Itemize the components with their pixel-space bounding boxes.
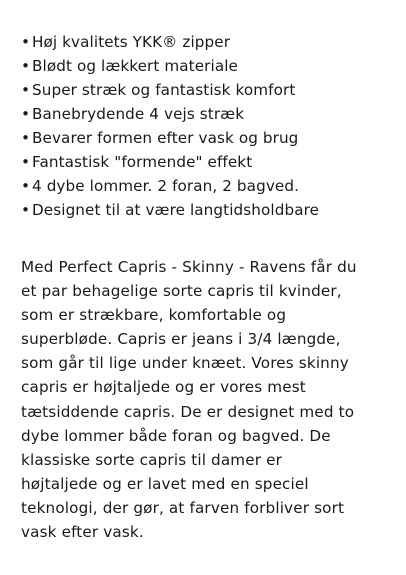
feature-text: Banebrydende 4 vejs stræk	[32, 105, 245, 123]
bullet: •	[21, 201, 31, 219]
bullet: •	[21, 129, 31, 147]
feature-list	[21, 30, 391, 222]
feature-item	[21, 198, 391, 222]
description-line: superbløde. Capris er jeans i 3/4 længde,	[21, 330, 341, 349]
bullet: •	[21, 81, 31, 99]
feature-item	[21, 174, 391, 198]
product-description-page	[21, 30, 391, 559]
feature-item	[21, 150, 391, 174]
description-line: teknologi, der gør, at farven forbliver sort	[21, 498, 345, 517]
description-line: højtaljede og er lavet med en speciel	[21, 474, 309, 493]
feature-text: Designet til at være langtidsholdbare	[32, 201, 320, 219]
description-line: som er strækbare, komfortable og	[21, 306, 287, 325]
bullet: •	[21, 177, 31, 195]
description-line: som går til lige under knæet. Vores skinny	[21, 354, 349, 373]
description-line: capris er højtaljede og er vores mest	[21, 378, 306, 397]
description-line: vask efter vask.	[21, 523, 144, 542]
bullet: •	[21, 33, 31, 51]
feature-item	[21, 54, 391, 78]
feature-text: Fantastisk "formende" effekt	[32, 153, 253, 171]
description-line: dybe lommer både foran og bagved. De	[21, 426, 331, 445]
feature-item	[21, 102, 391, 126]
description-line: et par behagelige sorte capris til kvinder,	[21, 282, 342, 301]
bullet: •	[21, 105, 31, 123]
bullet: •	[21, 153, 31, 171]
description-line: klassiske sorte capris til damer er	[21, 450, 282, 469]
feature-text: 4 dybe lommer. 2 foran, 2 bagved.	[32, 177, 300, 195]
bullet: •	[21, 57, 31, 75]
feature-item	[21, 30, 391, 54]
feature-text: Super stræk og fantastisk komfort	[32, 81, 296, 99]
feature-item	[21, 126, 391, 150]
feature-item	[21, 78, 391, 102]
description-line: Med Perfect Capris - Skinny - Ravens får du	[21, 258, 357, 276]
feature-text: Høj kvalitets YKK® zipper	[32, 33, 231, 51]
description-line: tætsiddende capris. De er designet med to	[21, 402, 355, 421]
feature-text: Blødt og lækkert materiale	[32, 57, 238, 75]
product-description	[21, 255, 391, 544]
feature-text: Bevarer formen efter vask og brug	[32, 129, 299, 147]
